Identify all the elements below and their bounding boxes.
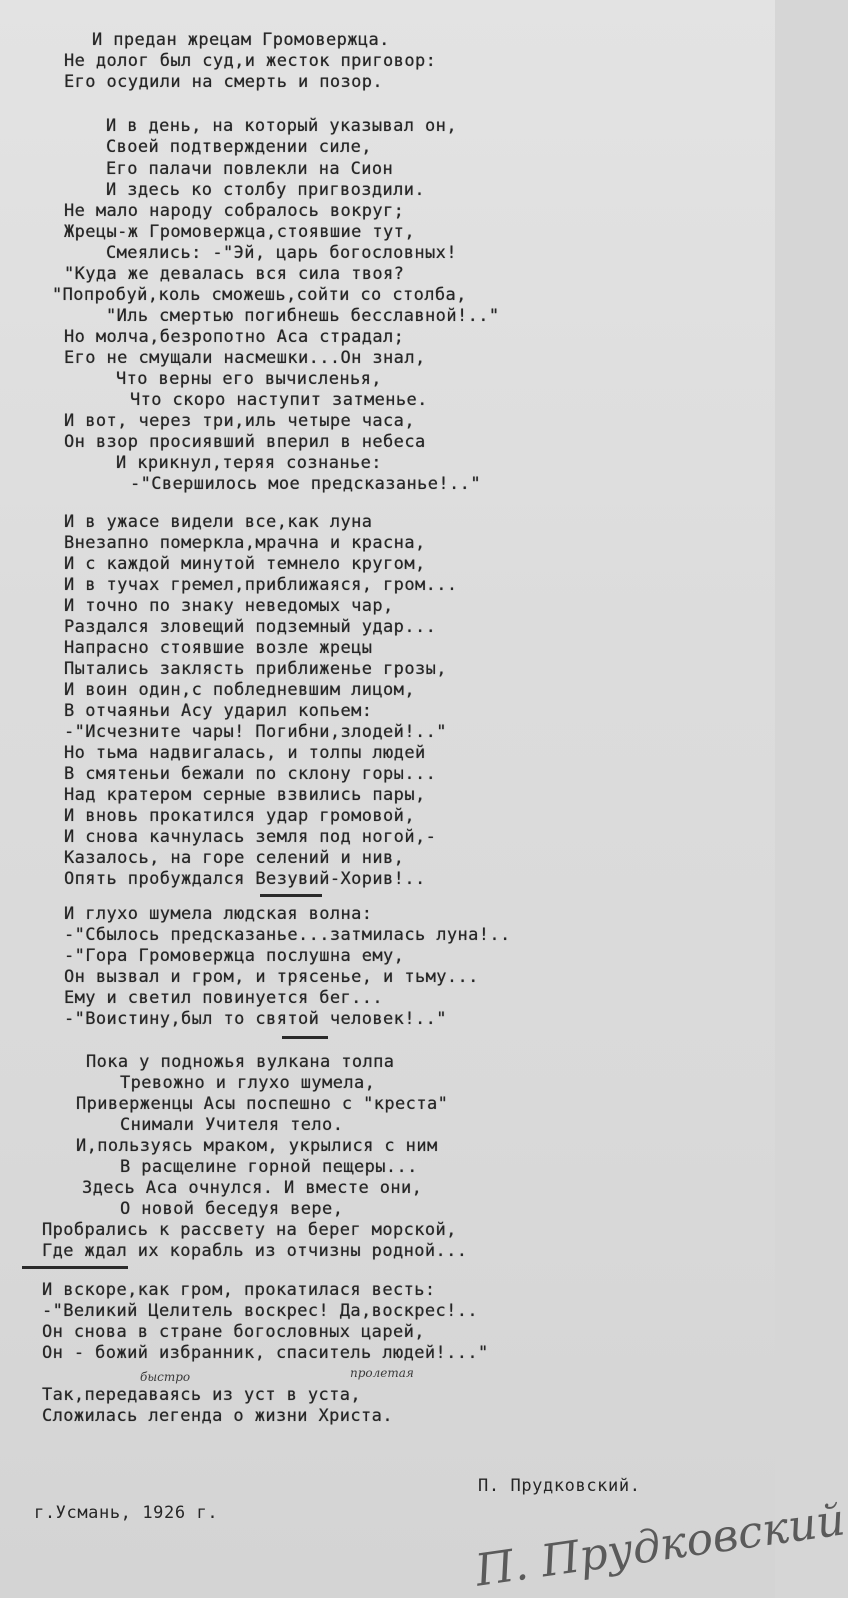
poem-line: Над кратером серные взвились пары, [64,785,426,805]
poem-line: Снимали Учителя тело. [120,1115,344,1135]
poem-line: И глухо шумела людская волна: [64,904,373,924]
poem-line: Опять пробуждался Везувий-Хорив!.. [64,869,426,889]
poem-line: И вскоре,как гром, прокатилася весть: [42,1280,436,1300]
poem-line: Где ждал их корабль из отчизны родной... [42,1241,468,1261]
poem-line: Казалось, на горе селений и нив, [64,848,405,868]
poem-line: Но тьма надвигалась, и толпы людей [64,743,426,763]
poem-line: -"Свершилось мое предсказанье!.." [130,474,481,494]
poem-line: Ему и светил повинуется бег... [64,988,384,1008]
author-name: П. Прудковский. [478,1476,641,1496]
poem-line: Приверженцы Асы поспешно с "креста" [76,1094,449,1114]
poem-line: И здесь ко столбу пригвоздили. [106,180,426,200]
handwritten-note: быстро [140,1370,191,1384]
poem-line: Пытались заклясть приближенье грозы, [64,659,447,679]
section-divider [22,1266,128,1269]
poem-line: И вновь прокатился удар громовой, [64,806,415,826]
poem-line: Его осудили на смерть и позор. [64,72,384,92]
poem-line: "Попробуй,коль сможешь,сойти со столба, [52,285,467,305]
poem-line: Он взор просиявший вперил в небеса [64,432,426,452]
section-divider [260,894,322,897]
poem-line: Его не смущали насмешки...Он знал, [64,348,426,368]
handwritten-signature: П. Прудковский [472,1494,848,1597]
poem-line: И вот, через три,иль четыре часа, [64,411,415,431]
poem-line: Что верны его вычисленья, [116,369,382,389]
poem-line: Так,передаваясь из уст в уста, [42,1385,362,1405]
poem-line: И предан жрецам Громовержца. [92,30,390,50]
poem-line: "Куда же девалась вся сила твоя? [64,264,405,284]
poem-line: Пока у подножья вулкана толпа [86,1052,395,1072]
poem-line: И в ужасе видели все,как луна [64,512,373,532]
poem-line: Раздался зловещий подземный удар... [64,617,437,637]
poem-line: Не долог был суд,и жесток приговор: [64,51,437,71]
poem-line: В отчаяньи Асу ударил копьем: [64,701,373,721]
poem-line: Пробрались к рассвету на берег морской, [42,1220,457,1240]
poem-line: В смятеньи бежали по склону горы... [64,764,437,784]
poem-line: Он вызвал и гром, и трясенье, и тьму... [64,967,479,987]
poem-line: И в день, на который указывал он, [106,116,457,136]
poem-line: "Иль смертью погибнешь бесславной!.." [106,306,500,326]
place-date: г.Усмань, 1926 г. [34,1503,219,1523]
poem-line: Его палачи повлекли на Сион [106,159,394,179]
poem-line: О новой беседуя вере, [120,1199,344,1219]
poem-line: Что скоро наступит затменье. [130,390,428,410]
poem-line: И снова качнулась земля под ногой,- [64,827,437,847]
poem-line: Он - божий избранник, спаситель людей!..." [42,1343,489,1363]
poem-line: Но молча,безропотно Аса страдал; [64,327,405,347]
poem-line: Своей подтверждении силе, [106,137,372,157]
poem-line: -"Исчезните чары! Погибни,злодей!.." [64,722,447,742]
poem-line: Сложилась легенда о жизни Христа. [42,1406,393,1426]
poem-line: -"Воистину,был то святой человек!.." [64,1009,447,1029]
poem-line: И крикнул,теряя сознанье: [116,453,382,473]
poem-line: И в тучах гремел,приближаяся, гром... [64,575,458,595]
poem-line: В расщелине горной пещеры... [120,1157,418,1177]
poem-line: Жрецы-ж Громовержца,стоявшие тут, [64,222,415,242]
poem-line: -"Великий Целитель воскрес! Да,воскрес!.. [42,1301,479,1321]
poem-line: И точно по знаку неведомых чар, [64,596,394,616]
poem-line: Смеялись: -"Эй, царь богословных! [106,243,457,263]
poem-line: Он снова в стране богословных царей, [42,1322,425,1342]
poem-line: Напрасно стоявшие возле жрецы [64,638,373,658]
poem-line: -"Сбылось предсказанье...затмилась луна!.. [64,925,511,945]
poem-line: Тревожно и глухо шумела, [120,1073,376,1093]
poem-line: Внезапно померкла,мрачна и красна, [64,533,426,553]
poem-line: И с каждой минутой темнело кругом, [64,554,426,574]
poem-line: И воин один,с побледневшим лицом, [64,680,415,700]
poem-line: Не мало народу собралось вокруг; [64,201,405,221]
handwritten-note: пролетая [350,1366,414,1380]
section-divider [282,1036,328,1039]
poem-line: Здесь Аса очнулся. И вместе они, [82,1178,423,1198]
poem-line: -"Гора Громовержца послушна ему, [64,946,405,966]
poem-line: И,пользуясь мраком, укрылися с ним [76,1136,438,1156]
